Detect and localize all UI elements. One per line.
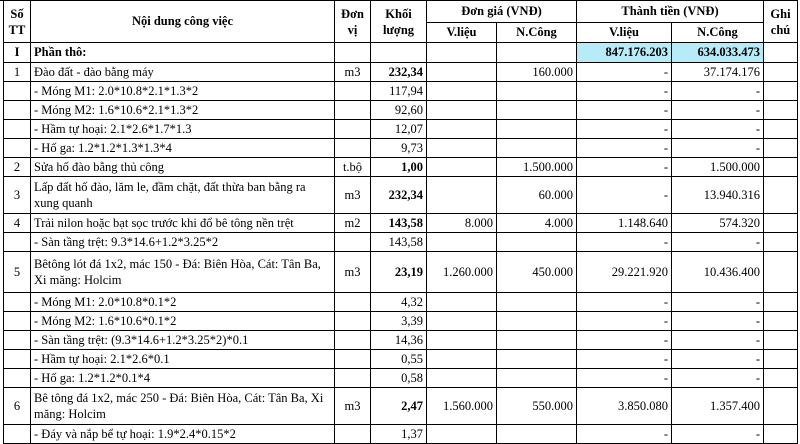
row-total-vlieu: 29.221.920 <box>577 252 672 293</box>
row-qty: 0,55 <box>371 350 427 369</box>
row-note <box>764 82 798 101</box>
row-no <box>4 369 31 388</box>
detail-row <box>4 293 798 312</box>
row-unit-price-ncong: 160.000 <box>497 63 577 82</box>
row-qty: 0,58 <box>371 369 427 388</box>
row-unit-price-vlieu <box>427 158 497 177</box>
row-unit <box>335 312 371 331</box>
header-unit-price-vlieu: V.liệu <box>427 23 497 43</box>
row-no <box>4 350 31 369</box>
row-content: Trải nilon hoặc bạt sọc trước khi đổ bê tông nền trệt <box>31 214 335 233</box>
detail-row <box>4 233 798 252</box>
item-row <box>4 252 798 293</box>
section-note <box>764 43 798 63</box>
row-content: - Móng M2: 1.6*10.6*0.1*2 <box>31 312 335 331</box>
row-note <box>764 120 798 139</box>
row-content: - Đáy và nắp bể tự hoại: 1.9*2.4*0.15*2 <box>31 425 335 444</box>
row-note <box>764 293 798 312</box>
detail-row <box>4 331 798 350</box>
row-qty: 232,34 <box>371 63 427 82</box>
row-total-ncong: 574.320 <box>672 214 764 233</box>
row-no: 6 <box>4 388 31 425</box>
row-qty: 117,94 <box>371 82 427 101</box>
row-total-vlieu: - <box>577 331 672 350</box>
row-unit-price-vlieu: 1.560.000 <box>427 388 497 425</box>
row-unit-price-ncong: 60.000 <box>497 177 577 214</box>
row-qty: 3,39 <box>371 312 427 331</box>
section-title: Phần thô: <box>31 43 335 63</box>
row-qty: 1,00 <box>371 158 427 177</box>
row-no <box>4 139 31 158</box>
row-unit-price-vlieu <box>427 312 497 331</box>
row-total-ncong: 1.357.400 <box>672 388 764 425</box>
row-unit-price-ncong: 1.500.000 <box>497 158 577 177</box>
row-unit-price-vlieu <box>427 139 497 158</box>
row-unit-price-vlieu <box>427 63 497 82</box>
row-no: 5 <box>4 252 31 293</box>
row-no <box>4 101 31 120</box>
row-content: - Hầm tự hoại: 2.1*2.6*0.1 <box>31 350 335 369</box>
row-unit-price-vlieu <box>427 331 497 350</box>
section-no: I <box>4 43 31 63</box>
row-qty: 9,73 <box>371 139 427 158</box>
row-note <box>764 252 798 293</box>
row-unit-price-vlieu <box>427 177 497 214</box>
row-total-vlieu: - <box>577 177 672 214</box>
row-note <box>764 63 798 82</box>
row-total-ncong: 1.500.000 <box>672 158 764 177</box>
row-unit <box>335 120 371 139</box>
row-unit-price-ncong: 450.000 <box>497 252 577 293</box>
row-unit-price-ncong <box>497 350 577 369</box>
row-unit-price-ncong <box>497 293 577 312</box>
row-qty: 143,58 <box>371 214 427 233</box>
row-note <box>764 388 798 425</box>
row-unit <box>335 350 371 369</box>
row-unit-price-vlieu: 8.000 <box>427 214 497 233</box>
row-content: Đào đất - đào bằng máy <box>31 63 335 82</box>
section-row <box>4 43 798 63</box>
row-unit <box>335 101 371 120</box>
row-total-vlieu: - <box>577 139 672 158</box>
detail-row <box>4 120 798 139</box>
row-content: - Sàn tầng trệt: 9.3*14.6+1.2*3.25*2 <box>31 233 335 252</box>
row-unit-price-ncong <box>497 101 577 120</box>
row-note <box>764 158 798 177</box>
row-total-vlieu: - <box>577 63 672 82</box>
row-qty: 4,32 <box>371 293 427 312</box>
row-total-ncong: - <box>672 120 764 139</box>
row-unit: m3 <box>335 63 371 82</box>
row-unit: m3 <box>335 388 371 425</box>
row-unit-price-vlieu <box>427 233 497 252</box>
row-total-ncong: - <box>672 233 764 252</box>
row-content: Bêtông lót đá 1x2, mác 150 - Đá: Biên Hòa, Cát: Tân Ba, Xi măng: Holcim <box>31 252 335 293</box>
row-note <box>764 369 798 388</box>
row-total-vlieu: 3.850.080 <box>577 388 672 425</box>
row-unit-price-vlieu <box>427 120 497 139</box>
item-row <box>4 63 798 82</box>
row-qty: 12,07 <box>371 120 427 139</box>
header-total-vlieu: V.liệu <box>577 23 672 43</box>
row-qty: 232,34 <box>371 177 427 214</box>
row-total-ncong: - <box>672 369 764 388</box>
row-total-vlieu: - <box>577 312 672 331</box>
row-unit-price-ncong <box>497 82 577 101</box>
item-row <box>4 214 798 233</box>
row-unit <box>335 331 371 350</box>
row-total-vlieu: - <box>577 369 672 388</box>
header-qty: Khối lượng <box>371 1 427 43</box>
row-total-ncong: 10.436.400 <box>672 252 764 293</box>
section-total-vlieu: 847.176.203 <box>577 43 672 63</box>
row-total-ncong: 37.174.176 <box>672 63 764 82</box>
row-unit-price-ncong <box>497 120 577 139</box>
header-unit-price-ncong: N.Công <box>497 23 577 43</box>
row-unit-price-vlieu <box>427 369 497 388</box>
row-unit-price-vlieu: 1.260.000 <box>427 252 497 293</box>
item-row <box>4 177 798 214</box>
row-unit <box>335 139 371 158</box>
row-note <box>764 350 798 369</box>
row-no <box>4 82 31 101</box>
row-unit <box>335 233 371 252</box>
row-unit: m3 <box>335 177 371 214</box>
row-note <box>764 101 798 120</box>
row-total-vlieu: - <box>577 350 672 369</box>
row-total-ncong: - <box>672 331 764 350</box>
section-total-ncong: 634.033.473 <box>672 43 764 63</box>
row-no: 3 <box>4 177 31 214</box>
row-content: Sửa hố đào bằng thủ công <box>31 158 335 177</box>
detail-row <box>4 101 798 120</box>
row-content: - Hố ga: 1.2*1.2*1.3*1.3*4 <box>31 139 335 158</box>
row-unit: m3 <box>335 252 371 293</box>
row-qty: 1,37 <box>371 425 427 444</box>
row-total-ncong: - <box>672 101 764 120</box>
section-unit <box>335 43 371 63</box>
row-note <box>764 312 798 331</box>
detail-row <box>4 350 798 369</box>
row-total-vlieu: - <box>577 120 672 139</box>
row-no: 1 <box>4 63 31 82</box>
row-content: - Sàn tầng trệt: (9.3*14.6+1.2*3.25*2)*0.1 <box>31 331 335 350</box>
row-unit-price-vlieu <box>427 293 497 312</box>
detail-row <box>4 139 798 158</box>
row-unit: m2 <box>335 214 371 233</box>
row-total-ncong: - <box>672 350 764 369</box>
row-content: Lấp đất hố đào, lăm le, đầm chặt, đất thừa ban bằng ra xung quanh <box>31 177 335 214</box>
row-no <box>4 331 31 350</box>
row-content: Bê tông đá 1x2, mác 250 - Đá: Biên Hòa, Cát: Tân Ba, Xi măng: Holcim <box>31 388 335 425</box>
row-content: - Hầm tự hoại: 2.1*2.6*1.7*1.3 <box>31 120 335 139</box>
row-note <box>764 331 798 350</box>
row-qty: 2,47 <box>371 388 427 425</box>
row-unit-price-ncong <box>497 312 577 331</box>
row-content: - Móng M1: 2.0*10.8*2.1*1.3*2 <box>31 82 335 101</box>
item-row <box>4 158 798 177</box>
row-total-vlieu: - <box>577 425 672 444</box>
cost-estimate-table <box>3 0 798 444</box>
row-content: - Móng M1: 2.0*10.8*0.1*2 <box>31 293 335 312</box>
row-unit <box>335 293 371 312</box>
row-total-ncong: - <box>672 425 764 444</box>
row-total-vlieu: - <box>577 158 672 177</box>
row-total-vlieu: - <box>577 101 672 120</box>
row-no <box>4 233 31 252</box>
row-no: 2 <box>4 158 31 177</box>
row-total-ncong: - <box>672 312 764 331</box>
row-unit <box>335 369 371 388</box>
section-qty <box>371 43 427 63</box>
row-qty: 23,19 <box>371 252 427 293</box>
row-unit <box>335 82 371 101</box>
row-total-vlieu: - <box>577 82 672 101</box>
header-total-ncong: N.Công <box>672 23 764 43</box>
row-unit-price-vlieu <box>427 350 497 369</box>
row-total-ncong: - <box>672 82 764 101</box>
detail-row <box>4 82 798 101</box>
detail-row <box>4 312 798 331</box>
row-unit-price-vlieu <box>427 82 497 101</box>
row-unit-price-ncong: 550.000 <box>497 388 577 425</box>
row-no <box>4 312 31 331</box>
row-note <box>764 139 798 158</box>
row-unit-price-vlieu <box>427 101 497 120</box>
row-unit-price-ncong <box>497 233 577 252</box>
section-up-ncong <box>497 43 577 63</box>
header-unit: Đơn vị <box>335 1 371 43</box>
item-row <box>4 388 798 425</box>
row-unit: t.bộ <box>335 158 371 177</box>
row-unit-price-ncong: 4.000 <box>497 214 577 233</box>
row-total-ncong: - <box>672 139 764 158</box>
row-no: 4 <box>4 214 31 233</box>
row-note <box>764 214 798 233</box>
row-no <box>4 293 31 312</box>
header-total: Thành tiền (VNĐ) <box>577 1 764 23</box>
row-no <box>4 120 31 139</box>
header-unit-price: Đơn giá (VNĐ) <box>427 1 577 23</box>
row-total-vlieu: - <box>577 293 672 312</box>
row-qty: 14,36 <box>371 331 427 350</box>
row-unit-price-ncong <box>497 369 577 388</box>
row-unit-price-ncong <box>497 331 577 350</box>
header-stt: Số TT <box>4 1 31 43</box>
detail-row <box>4 369 798 388</box>
row-unit-price-ncong <box>497 139 577 158</box>
row-total-vlieu: 1.148.640 <box>577 214 672 233</box>
section-up-vlieu <box>427 43 497 63</box>
row-total-ncong: - <box>672 293 764 312</box>
header-note: Ghi chú <box>764 1 798 43</box>
row-qty: 92,60 <box>371 101 427 120</box>
row-note <box>764 177 798 214</box>
row-note <box>764 233 798 252</box>
row-total-ncong: 13.940.316 <box>672 177 764 214</box>
row-qty: 143,58 <box>371 233 427 252</box>
header-content: Nội dung công việc <box>31 1 335 43</box>
row-content: - Hố ga: 1.2*1.2*0.1*4 <box>31 369 335 388</box>
row-total-vlieu: - <box>577 233 672 252</box>
row-content: - Móng M2: 1.6*10.6*2.1*1.3*2 <box>31 101 335 120</box>
